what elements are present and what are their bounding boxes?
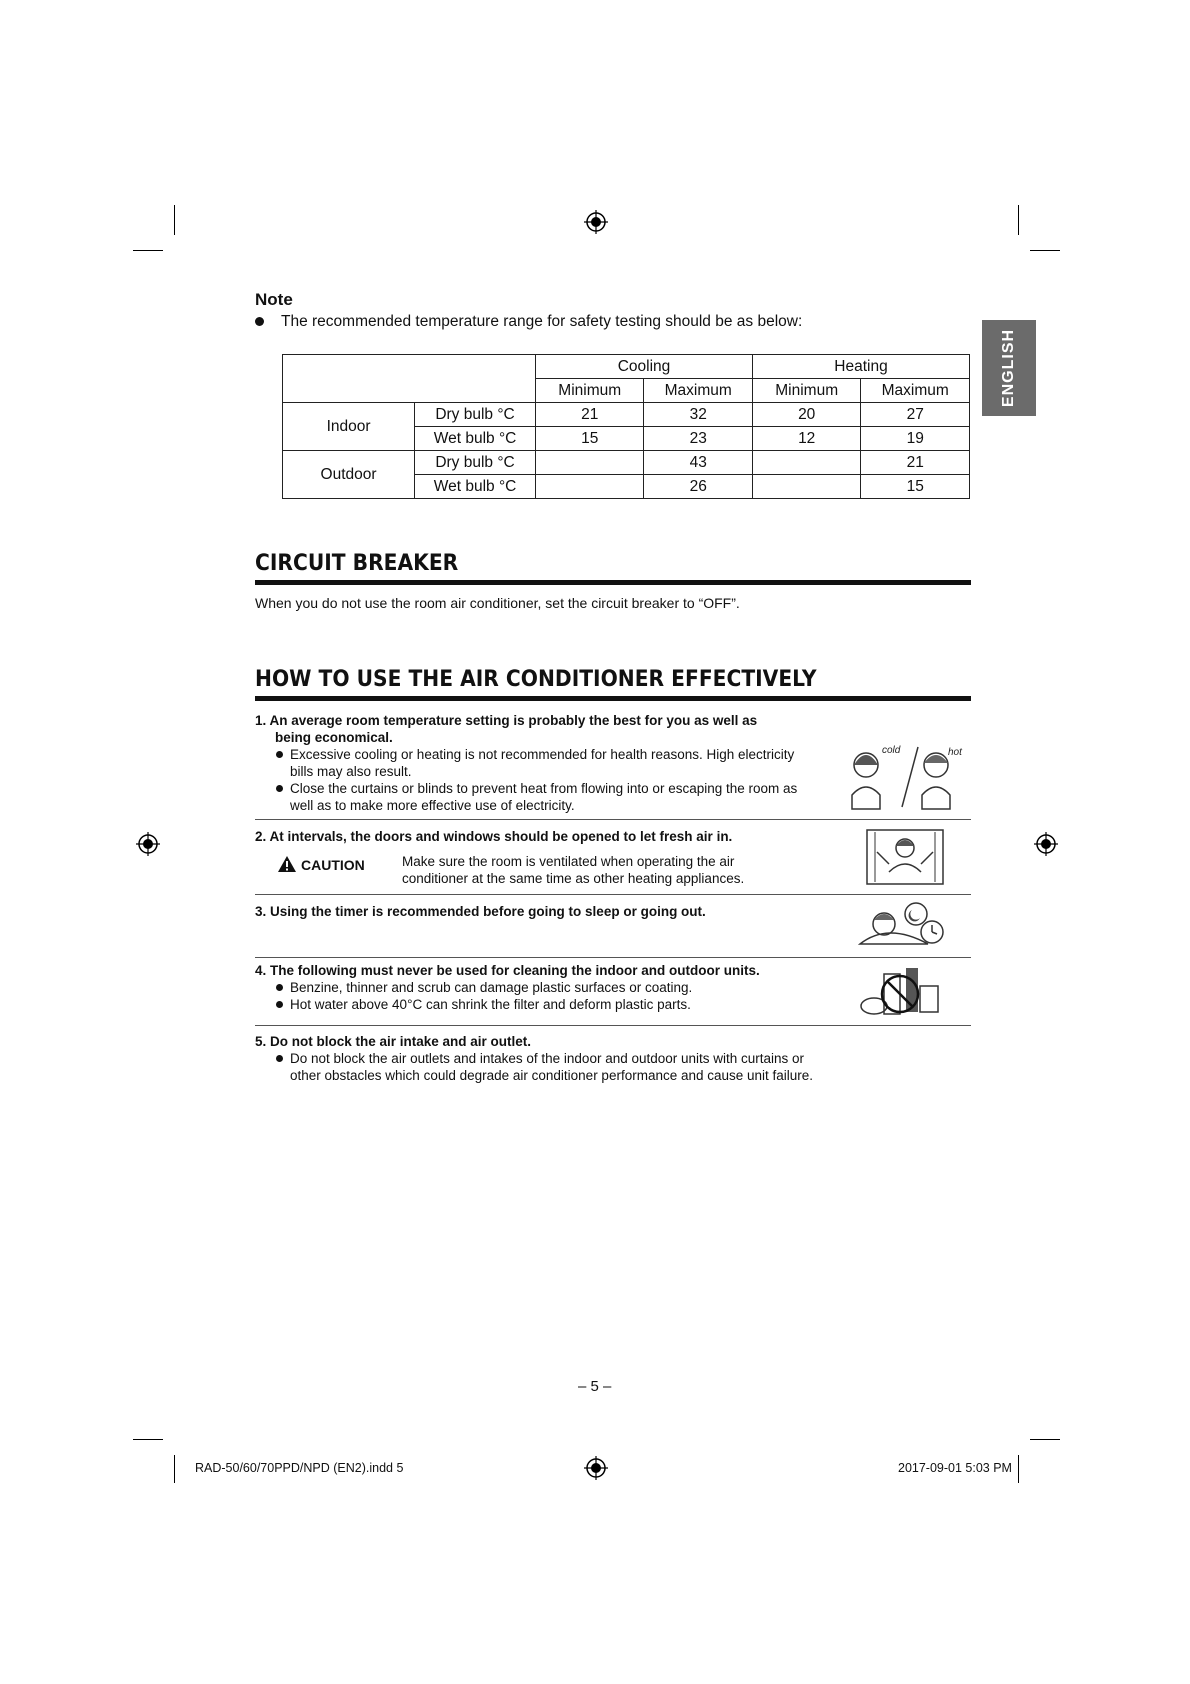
registration-mark-icon bbox=[136, 832, 160, 856]
illustration-label: cold bbox=[882, 745, 901, 756]
table-subheader: Maximum bbox=[644, 379, 753, 403]
item-heading: 5. Do not block the air intake and air outlet. bbox=[255, 1034, 532, 1049]
table-cell bbox=[536, 475, 644, 499]
caution-label: CAUTION bbox=[301, 857, 365, 873]
table-subheader: Minimum bbox=[752, 379, 860, 403]
crop-mark bbox=[1018, 1455, 1019, 1483]
prohibited-cleaners-illustration-icon bbox=[858, 962, 944, 1020]
note-text-label: The recommended temperature range for safety testing should be as below: bbox=[281, 313, 803, 330]
footer-timestamp: 2017-09-01 5:03 PM bbox=[898, 1461, 1012, 1475]
table-cell: 23 bbox=[644, 427, 753, 451]
temperature-table bbox=[282, 354, 970, 499]
item-divider bbox=[255, 957, 971, 958]
table-type-cell: Dry bulb °C bbox=[415, 403, 536, 427]
table-cell: 32 bbox=[644, 403, 753, 427]
table-cell: 12 bbox=[752, 427, 860, 451]
circuit-breaker-text: When you do not use the room air conditioner, set the circuit breaker to “OFF”. bbox=[255, 595, 740, 611]
bullet-icon bbox=[255, 317, 264, 326]
section-rule bbox=[255, 696, 971, 701]
item-heading: being economical. bbox=[275, 730, 393, 745]
item-heading: 2. At intervals, the doors and windows should be opened to let fresh air in. bbox=[255, 829, 733, 844]
list-item bbox=[255, 1033, 815, 1084]
item-divider bbox=[255, 819, 971, 820]
table-location-cell: Outdoor bbox=[283, 451, 415, 499]
bullet-text: Benzine, thinner and scrub can damage plastic surfaces or coating. bbox=[255, 979, 815, 996]
item-heading: 1. An average room temperature setting is probably the best for you as well as bbox=[255, 713, 758, 728]
footer-file-name: RAD-50/60/70PPD/NPD (EN2).indd 5 bbox=[195, 1461, 404, 1475]
table-row bbox=[283, 403, 970, 427]
list-item bbox=[255, 828, 815, 845]
bullet-text: Hot water above 40°C can shrink the filter and deform plastic parts. bbox=[255, 996, 815, 1013]
crop-mark bbox=[133, 1439, 163, 1440]
language-tab-label: ENGLISH bbox=[1000, 328, 1017, 408]
table-cell: 19 bbox=[861, 427, 970, 451]
bullet-text: Excessive cooling or heating is not recommended for health reasons. High electricity bills may also result. bbox=[255, 746, 815, 780]
list-item bbox=[255, 962, 815, 1013]
table-cell bbox=[536, 451, 644, 475]
illustration-label: hot bbox=[948, 747, 962, 758]
circuit-breaker-title: CIRCUIT BREAKER bbox=[255, 551, 459, 576]
table-group-header: Heating bbox=[752, 355, 969, 379]
table-cell: 21 bbox=[861, 451, 970, 475]
crop-mark bbox=[1030, 250, 1060, 251]
table-type-cell: Dry bulb °C bbox=[415, 451, 536, 475]
table-location-cell: Indoor bbox=[283, 403, 415, 451]
note-title: Note bbox=[255, 290, 293, 309]
table-cell: 27 bbox=[861, 403, 970, 427]
warning-icon bbox=[277, 855, 297, 873]
table-subheader: Minimum bbox=[536, 379, 644, 403]
effective-use-title: HOW TO USE THE AIR CONDITIONER EFFECTIVELY bbox=[255, 667, 817, 692]
table-cell bbox=[752, 451, 860, 475]
registration-mark-icon bbox=[584, 1456, 608, 1480]
table-corner-cell bbox=[283, 355, 536, 403]
registration-mark-icon bbox=[1034, 832, 1058, 856]
table-row bbox=[283, 451, 970, 475]
table-cell: 21 bbox=[536, 403, 644, 427]
list-item bbox=[255, 903, 815, 920]
bullet-text: Do not block the air outlets and intakes of the indoor and outdoor units with curtains or other obstacles which could degrade air conditioner performance and cause unit failure. bbox=[255, 1050, 815, 1084]
item-divider bbox=[255, 894, 971, 895]
registration-mark-icon bbox=[584, 210, 608, 234]
table-cell: 15 bbox=[861, 475, 970, 499]
table-type-cell: Wet bulb °C bbox=[415, 427, 536, 451]
table-group-header: Cooling bbox=[536, 355, 753, 379]
table-cell: 20 bbox=[752, 403, 860, 427]
table-type-cell: Wet bulb °C bbox=[415, 475, 536, 499]
item-divider bbox=[255, 1025, 971, 1026]
crop-mark bbox=[174, 1455, 175, 1483]
caution-text: Make sure the room is ventilated when operating the air conditioner at the same time as other heating appliances. bbox=[402, 854, 745, 886]
table-cell: 15 bbox=[536, 427, 644, 451]
item-heading: 4. The following must never be used for cleaning the indoor and outdoor units. bbox=[255, 963, 760, 978]
sleeping-person-illustration-icon bbox=[858, 900, 946, 952]
page-number: – 5 – bbox=[578, 1378, 612, 1395]
crop-mark bbox=[1018, 205, 1019, 235]
crop-mark bbox=[174, 205, 175, 235]
note-text bbox=[255, 313, 802, 331]
bullet-text: Close the curtains or blinds to prevent heat from flowing into or escaping the room as well as to make more effective use of electricity. bbox=[255, 780, 815, 814]
table-cell bbox=[752, 475, 860, 499]
section-rule bbox=[255, 580, 971, 585]
crop-mark bbox=[1030, 1439, 1060, 1440]
cold-hot-people-illustration-icon bbox=[838, 743, 970, 811]
table-cell: 43 bbox=[644, 451, 753, 475]
language-tab bbox=[982, 320, 1036, 416]
list-item bbox=[255, 712, 815, 814]
table-cell: 26 bbox=[644, 475, 753, 499]
item-heading: 3. Using the timer is recommended before going to sleep or going out. bbox=[255, 904, 706, 919]
open-window-illustration-icon bbox=[865, 828, 945, 886]
caution-badge bbox=[277, 855, 365, 873]
crop-mark bbox=[133, 250, 163, 251]
table-subheader: Maximum bbox=[861, 379, 970, 403]
